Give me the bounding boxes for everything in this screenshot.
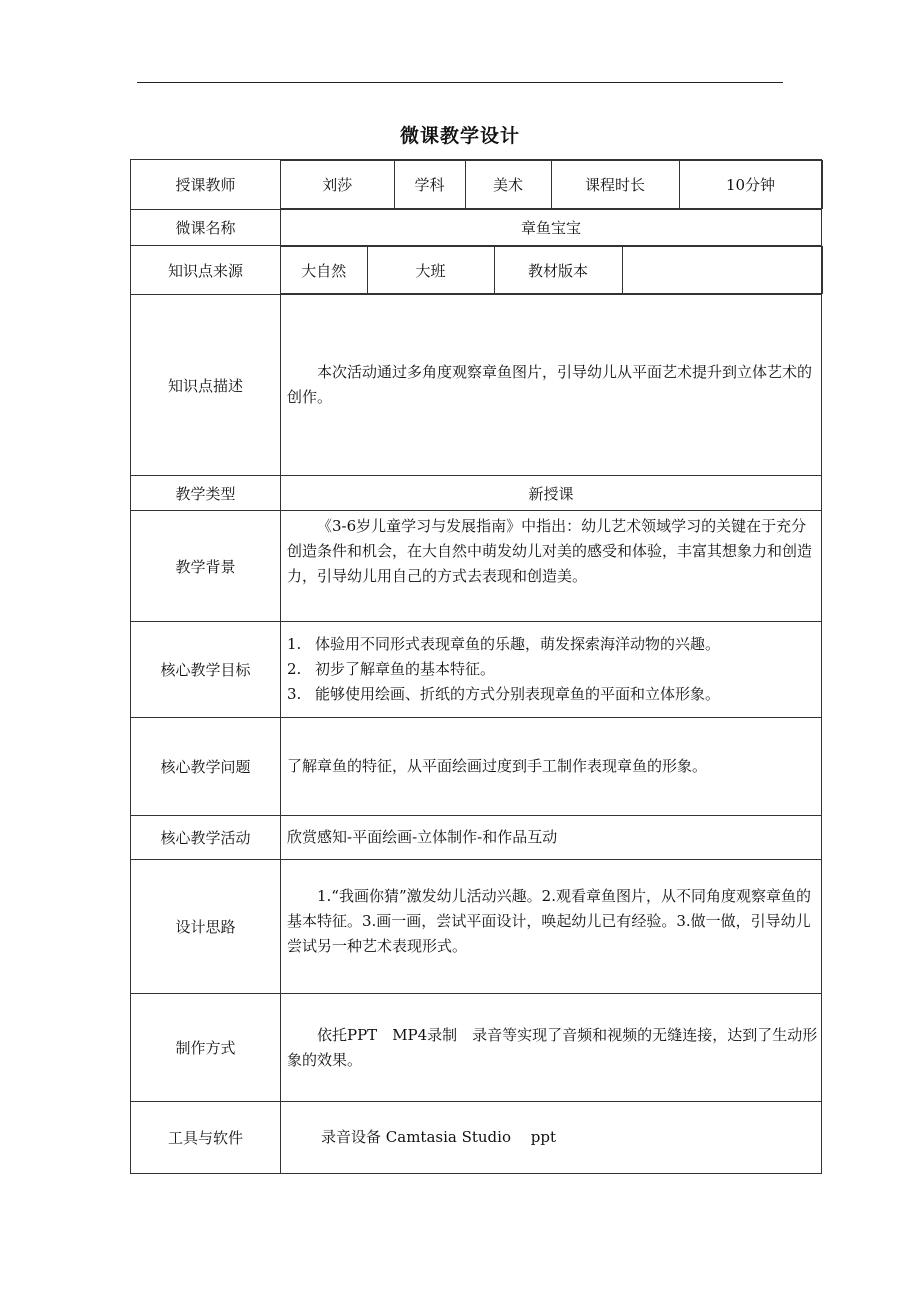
row-description <box>131 295 822 476</box>
row-method <box>131 994 822 1102</box>
duration-label: 课程时长 <box>551 161 679 209</box>
description-label: 知识点描述 <box>131 295 281 476</box>
row-background <box>131 511 822 622</box>
goal-text: 能够使用绘画、折纸的方式分别表现章鱼的平面和立体形象。 <box>315 685 721 703</box>
teacher-label: 授课教师 <box>131 160 281 210</box>
subject-label: 学科 <box>394 161 465 209</box>
grade-value: 大班 <box>367 247 494 294</box>
teacher-value: 刘莎 <box>281 161 394 209</box>
source-label: 知识点来源 <box>131 246 281 295</box>
type-value: 新授课 <box>281 476 822 511</box>
goals-list <box>281 622 822 718</box>
row-type <box>131 476 822 511</box>
method-label: 制作方式 <box>131 994 281 1102</box>
method-text: 依托PPT MP4录制 录音等实现了音频和视频的无缝连接，达到了生动形象的效果。 <box>287 1025 818 1069</box>
design-label: 设计思路 <box>131 860 281 994</box>
row-activity <box>131 816 822 860</box>
document-title: 微课教学设计 <box>399 125 520 147</box>
activity-text: 欣赏感知-平面绘画-立体制作-和作品互动 <box>287 828 558 846</box>
goal-text: 初步了解章鱼的基本特征。 <box>315 660 496 678</box>
design-text: 1.“我画你猜”激发幼儿活动兴趣。2.观看章鱼图片，从不同角度观察章鱼的基本特征。3.画一画，尝试平面设计，唤起幼儿已有经验。3.做一做，引导幼儿尝试另一种艺术表现形式。 <box>287 887 811 955</box>
edition-value <box>622 247 822 294</box>
course-value: 章鱼宝宝 <box>281 210 822 246</box>
edition-label: 教材版本 <box>494 247 622 294</box>
goal-text: 体验用不同形式表现章鱼的乐趣，萌发探索海洋动物的兴趣。 <box>315 635 721 653</box>
problem-text: 了解章鱼的特征，从平面绘画过度到手工制作表现章鱼的形象。 <box>287 757 708 775</box>
subject-value: 美术 <box>465 161 551 209</box>
goal-number: 1. <box>287 635 302 653</box>
tools-text: 录音设备 Camtasia Studio ppt <box>321 1128 556 1146</box>
row-problem <box>131 718 822 816</box>
goal-number: 3. <box>287 685 302 703</box>
row-tools <box>131 1102 822 1174</box>
goal-number: 2. <box>287 660 302 678</box>
header-rule <box>137 82 783 83</box>
row-course-name <box>131 210 822 246</box>
goal-item <box>281 682 821 707</box>
row-design <box>131 860 822 994</box>
row-source <box>131 246 822 295</box>
type-label: 教学类型 <box>131 476 281 511</box>
goal-item <box>281 657 821 682</box>
row3-inner <box>281 246 823 294</box>
duration-value: 10分钟 <box>679 161 822 209</box>
background-label: 教学背景 <box>131 511 281 622</box>
source-value: 大自然 <box>281 247 367 294</box>
course-label: 微课名称 <box>131 210 281 246</box>
row-goals <box>131 622 822 718</box>
activity-label: 核心教学活动 <box>131 816 281 860</box>
description-text: 本次活动通过多角度观察章鱼图片，引导幼儿从平面艺术提升到立体艺术的创作。 <box>287 363 813 406</box>
background-text: 《3-6岁儿童学习与发展指南》中指出：幼儿艺术领域学习的关键在于充分创造条件和机会，在大自然中萌发幼儿对美的感受和体验，丰富其想象力和创造力，引导幼儿用自己的方式去表现和创造美。 <box>287 517 813 585</box>
tools-label: 工具与软件 <box>131 1102 281 1174</box>
row1-inner <box>281 160 823 209</box>
row-basic-info <box>131 160 822 210</box>
problem-label: 核心教学问题 <box>131 718 281 816</box>
lesson-design-table <box>130 159 822 1174</box>
goals-label: 核心教学目标 <box>131 622 281 718</box>
goal-item <box>281 632 821 657</box>
